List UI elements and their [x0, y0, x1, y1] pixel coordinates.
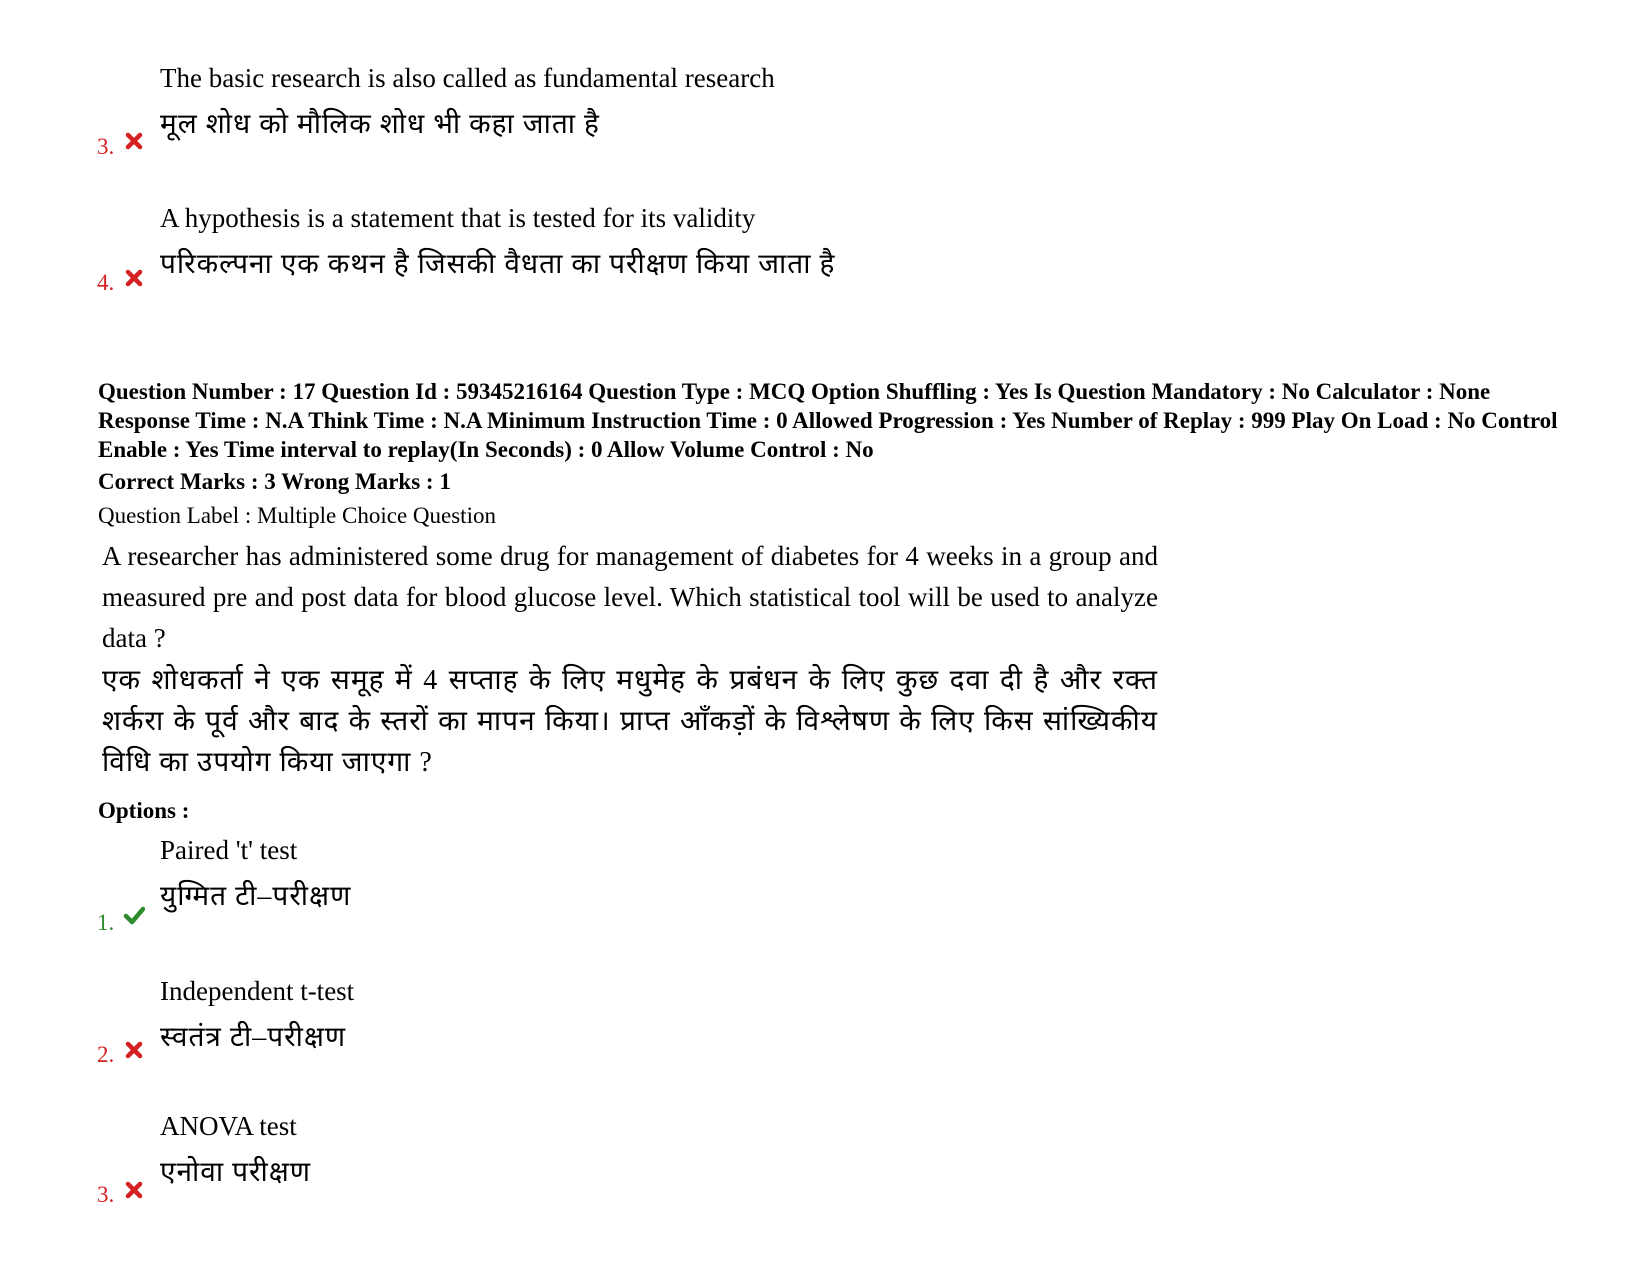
option-text-en: A hypothesis is a statement that is tested for its validity: [160, 203, 756, 233]
option-number: 3.: [97, 134, 115, 159]
option-text-hi: मूल शोध को मौलिक शोध भी कहा जाता है: [160, 109, 600, 140]
option-text-en: Paired 't' test: [160, 835, 298, 865]
option-number: 4.: [97, 270, 115, 295]
option-text-hi: एनोवा परीक्षण: [160, 1157, 312, 1188]
option-number: 1.: [97, 910, 115, 935]
option-text-en: Independent t-test: [160, 976, 355, 1006]
cross-icon: [123, 130, 145, 152]
option-number: 2.: [97, 1042, 115, 1067]
question-label: Question Label : Multiple Choice Question: [98, 503, 496, 528]
option-text-en: The basic research is also called as fundamental research: [160, 63, 775, 93]
question-meta: Question Number : 17 Question Id : 59345216164 Question Type : MCQ Option Shuffling : Yes Is Question Mandatory : No Calculator : None Response Time : N.A Think Time : N.A Minimum Instruction Time : 0 Allowed Progression : Yes Number of Replay : 999 Play On Load : No Control Enable : Yes Time interval to replay(In Seconds) : 0 Allow Volume Control : No: [98, 379, 1558, 462]
cross-icon: [123, 1179, 145, 1201]
question-marks: Correct Marks : 3 Wrong Marks : 1: [98, 469, 451, 494]
options-label: Options :: [98, 798, 190, 823]
cross-icon: [123, 1039, 145, 1061]
option-text-en: ANOVA test: [160, 1111, 297, 1141]
option-text-hi: परिकल्पना एक कथन है जिसकी वैधता का परीक्षण किया जाता है: [160, 249, 836, 280]
question-text-hi: एक शोधकर्ता ने एक समूह में 4 सप्ताह के लिए मधुमेह के प्रबंधन के लिए कुछ दवा दी है और रक्त शर्करा के पूर्व और बाद के स्तरों का मापन किया। प्राप्त आँकड़ों के विश्लेषण के लिए किस सांख्यिकीय विधि का उपयोग किया जाएगा ?: [102, 665, 1158, 778]
question-text-en: A researcher has administered some drug for management of diabetes for 4 weeks in a group and measured pre and post data for blood glucose level. Which statistical tool will be used to analyze data ?: [102, 541, 1158, 653]
check-icon: [123, 904, 145, 926]
cross-icon: [123, 267, 145, 289]
option-text-hi: युग्मित टी–परीक्षण: [160, 881, 352, 912]
option-number: 3.: [97, 1182, 115, 1207]
option-text-hi: स्वतंत्र टी–परीक्षण: [160, 1022, 347, 1053]
